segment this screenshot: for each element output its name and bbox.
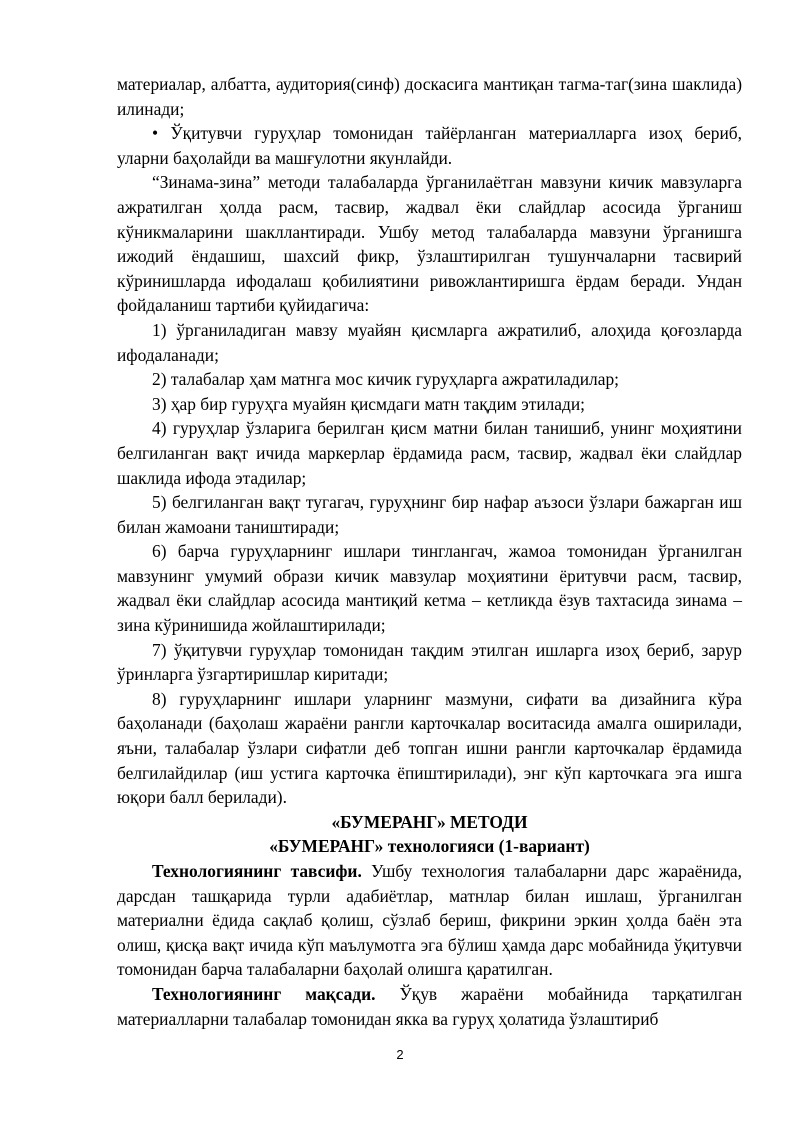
step-4: 4) гуруҳлар ўзларига берилган қисм матни билан танишиб, унинг моҳиятини белгиланган вақт ичида маркерлар ёрдамида расм, тасвир, жадвал ёки слайдлар шаклида ифода этадилар; (117, 418, 742, 488)
technology-description-paragraph (117, 859, 742, 982)
step-2: 2) талабалар ҳам матнга мос кичик гуруҳларга ажратиладилар; (152, 369, 619, 390)
description-lead: Технологиянинг тавсифи. (152, 861, 362, 881)
goal-lead: Технологиянинг мақсади. (152, 983, 376, 1004)
step-5: 5) белгиланган вақт тугагач, гуруҳнинг бир нафар аъзоси ўзлари бажарган иш билан жамоани таништиради; (117, 492, 742, 537)
step-8: 8) гуруҳларнинг ишлари уларнинг мазмуни, сифати ва дизайнига кўра баҳоланади (баҳолаш жараёни рангли карточкалар воситасида амалга оширилади, яъни, талабалар ўзлари сифатли деб топган ишни рангли карточкалар ёрдамида белгилайдилар (иш устига карточка ёпиштирилади), энг кўп карточкага эга ишга юқори балл берилади). (117, 688, 742, 808)
technology-goal-paragraph (117, 982, 742, 1031)
description-text: Ушбу технология талабаларни дарс жараёнида, дарсдан ташқарида турли адабиётлар, матнлар билан ишлаш, ўрганилган материални ёдида сақлаб қолиш, сўзлаб бериш, фикрини эркин ҳолда баён эта олиш, қисқа вақт ичида кўп маълумотга эга бўлиш ҳамда дарс мобайнида ўқитувчи томонидан барча талабаларни баҳолай олишга қаратилган. (117, 861, 742, 980)
goal-text: Ўқув жараёни мобайнида тарқатилган материалларни талабалар томонидан якка ва гуруҳ ҳолатида ўзлаштириб (117, 983, 742, 1029)
paragraph-continuation: материалар, албатта, аудитория(синф) доскасига мантиқан тагма-таг(зина шаклида) илинади; (117, 74, 742, 119)
bullet-paragraph: • Ўқитувчи гуруҳлар томонидан тайёрланган материалларга изоҳ бериб, уларни баҳолайди ва машғулотни якунлайди. (117, 123, 742, 168)
page-number: 2 (396, 1047, 404, 1062)
section-heading: «БУМЕРАНГ» МЕТОДИ (331, 811, 528, 832)
method-description-paragraph: “Зинама-зина” методи талабаларда ўрганилаётган мавзуни кичик мавзуларга ажратилган ҳолда расм, тасвир, жадвал ёки слайдлар асосида ўрганиш кўникмаларини шакллантиради. Ушбу метод талабаларда мавзуни ўрганишга ижодий ёндашиш, шахсий фикр, ўзлаштирилган тушунчаларни тасвирий кўринишларда ифодалаш қобилиятини ривожлантиришга ёрдам беради. Ундан фойдаланиш тартиби қуйидагича: (117, 172, 742, 316)
section-subheading: «БУМЕРАНГ» технологияси (1-вариант) (269, 836, 590, 857)
step-3: 3) ҳар бир гуруҳга муайян қисмдаги матн тақдим этилади; (152, 393, 586, 414)
step-6: 6) барча гуруҳларнинг ишлари тинглангач, жамоа томонидан ўрганилган мавзунинг умумий образи кичик мавзулар моҳиятини ёритувчи расм, тасвир, жадвал ёки слайдлар асосида мантиқий кетма – кетликда ёзув тахтасида зинама – зина кўринишида жойлаштирилади; (117, 541, 742, 636)
document-page (117, 72, 742, 1031)
step-1: 1) ўрганиладиган мавзу муайян қисмларга ажратилиб, алоҳида қоғозларда ифодаланади; (117, 319, 742, 365)
step-7: 7) ўқитувчи гуруҳлар томонидан тақдим этилган ишларга изоҳ бериб, зарур ўринларга ўзгартиришлар киритади; (117, 639, 742, 685)
